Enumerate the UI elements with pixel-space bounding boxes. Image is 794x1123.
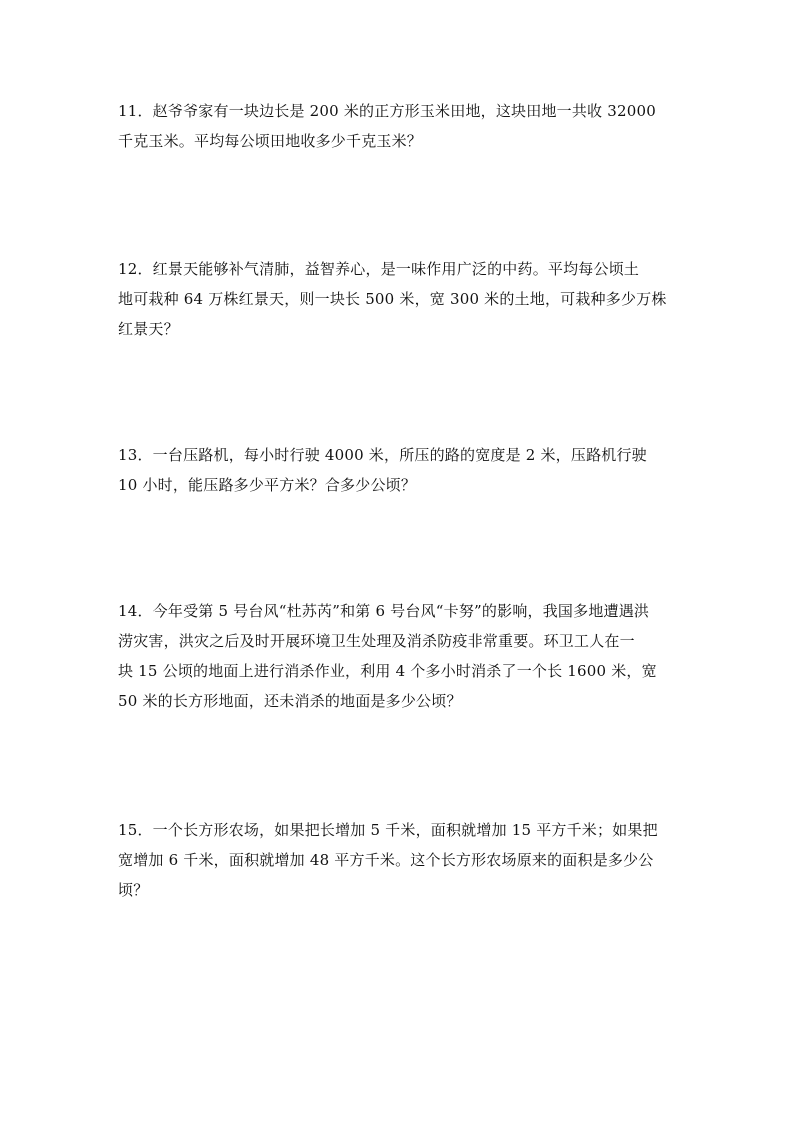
problem-11-line-2: 千克玉米。平均每公顷田地收多少千克玉米？ <box>118 132 423 150</box>
problem-13 <box>118 440 678 500</box>
problem-11 <box>118 96 678 156</box>
problem-15 <box>118 815 678 905</box>
problem-12 <box>118 254 678 344</box>
problem-14 <box>118 596 678 716</box>
problem-12-line-2: 地可栽种 64 万株红景天，则一块长 500 米，宽 300 米的土地，可栽种多少万株 <box>118 290 667 308</box>
problem-13-line-1: 13．一台压路机，每小时行驶 4000 米，所压的路的宽度是 2 米，压路机行驶 <box>118 446 647 464</box>
problem-12-line-3: 红景天？ <box>118 320 179 338</box>
problem-12-line-1: 12．红景天能够补气清肺，益智养心，是一味作用广泛的中药。平均每公顷土 <box>118 260 640 278</box>
problem-11-line-1: 11．赵爷爷家有一块边长是 200 米的正方形玉米田地，这块田地一共收 32000 <box>118 102 656 120</box>
problem-14-line-1: 14．今年受第 5 号台风“杜苏芮”和第 6 号台风“卡努”的影响，我国多地遭遇洪 <box>118 602 650 620</box>
problem-15-line-2: 宽增加 6 千米，面积就增加 48 平方千米。这个长方形农场原来的面积是多少公 <box>118 851 654 869</box>
problem-14-line-2: 涝灾害，洪灾之后及时开展环境卫生处理及消杀防疫非常重要。环卫工人在一 <box>118 632 635 650</box>
problem-14-line-4: 50 米的长方形地面，还未消杀的地面是多少公顷？ <box>118 692 462 710</box>
problem-15-line-3: 顷？ <box>118 881 149 899</box>
problem-13-line-2: 10 小时，能压路多少平方米？合多少公顷？ <box>118 476 417 494</box>
problem-14-line-3: 块 15 公顷的地面上进行消杀作业，利用 4 个多小时消杀了一个长 1600 米，宽 <box>118 662 657 680</box>
problem-15-line-1: 15．一个长方形农场，如果把长增加 5 千米，面积就增加 15 平方千米；如果把 <box>118 821 658 839</box>
